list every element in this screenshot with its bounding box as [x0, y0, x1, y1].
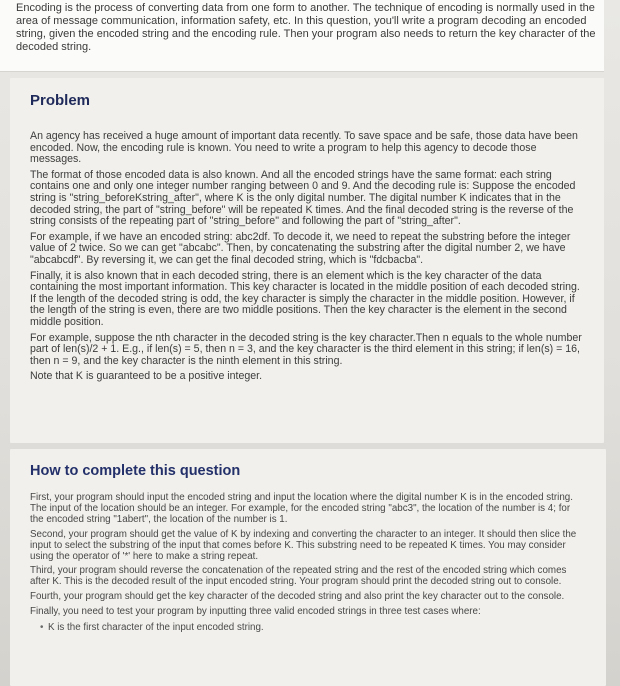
problem-heading: Problem — [30, 92, 91, 109]
how-to-paragraph-1: First, your program should input the encoded string and input the location where the digital number K is in the encoded string. The input of the location should be an integer. For example, for the encoded string "abc3", the location of the number is 4; for the encoded string "1abert", the location of the number is 1. — [30, 492, 573, 525]
bullet-text: K is the first character of the input encoded string. — [48, 622, 264, 634]
how-to-paragraph-4: Fourth, your program should get the key character of the decoded string and also print the key character out to the console. — [30, 591, 565, 603]
problem-paragraph-5: For example, suppose the nth character in the decoded string is the key character.Then n equals to the whole number part of len(s)/2 + 1. E.g., if len(s) = 5, then n = 3, and the key character is the third element in this string; if len(s) = 16, then n = 9, and the key character is the ninth element in this string. — [30, 331, 582, 367]
how-to-paragraph-5: Finally, you need to test your program by inputting three valid encoded strings in three test cases where: — [30, 606, 481, 618]
problem-paragraph-6: Note that K is guaranteed to be a positive integer. — [30, 370, 263, 383]
intro-block — [0, 0, 604, 72]
intro-text: Encoding is the process of converting data from one form to another. The technique of encoding is normally used in the area of message communication, information safety, etc. In this question, you'll write a program decoding an encoded string, given the encoded string and the encoding rule. Then your program also needs to return the key character of the decoded string. — [16, 2, 596, 53]
bullet-icon: • — [40, 622, 44, 634]
how-to-paragraph-2: Second, your program should get the value of K by indexing and converting the character to an integer. It should then slice the input to select the substring of the input that comes before K. This substring need to be repeated K times. You may consider using the operator of '*' here to make a string repeat. — [30, 528, 577, 562]
how-to-heading: How to complete this question — [30, 463, 241, 479]
list-item — [30, 622, 586, 633]
problem-paragraph-4: Finally, it is also known that in each decoded string, there is an element which is the key character of the data containing the most important information. This key character is located in the middle position of each decoded string. If the length of the decoded string is odd, the key character is simply the character in the middle position. However, if the length of the string is even, there are two middle positions. Then the key character is the element in the second middle position. — [30, 269, 580, 328]
problem-paragraph-2: The format of those encoded data is also known. And all the encoded strings have the same format: each string contains one and only one integer number ranging between 0 and 9. And the decoding rule is: Suppose the encoded string is "string_beforeKstring_after", where K is the only digital number. The digital number K indicates that in the decoded string, the part of "string_before" will be repeated K times. And the final decoded string is the reverse of the string consists of the repeating part of "string_before" and following the part of "string_after". — [30, 168, 576, 228]
problem-card — [10, 78, 604, 443]
how-to-card — [10, 449, 606, 686]
problem-paragraph-3: For example, if we have an encoded string: abc2df. To decode it, we need to repeat the substring before the integer value of 2 twice. So we can get "abcabc". Then, by concatenating the substring after the digital number 2, we have "abcabcdf". By reversing it, we can get the final decoded string, which is "fdcbacba". — [30, 230, 571, 266]
how-to-paragraph-3: Third, your program should reverse the concatenation of the repeated string and the rest of the encoded string which comes after K. This is the decoded result of the input encoded string. Your program should print the decoded string out to console. — [30, 565, 567, 588]
problem-paragraph-1: An agency has received a huge amount of important data recently. To save space and be safe, those data have been encoded. Now, the encoding rule is known. You need to write a program to help this agency to decode those messages. — [30, 130, 578, 166]
